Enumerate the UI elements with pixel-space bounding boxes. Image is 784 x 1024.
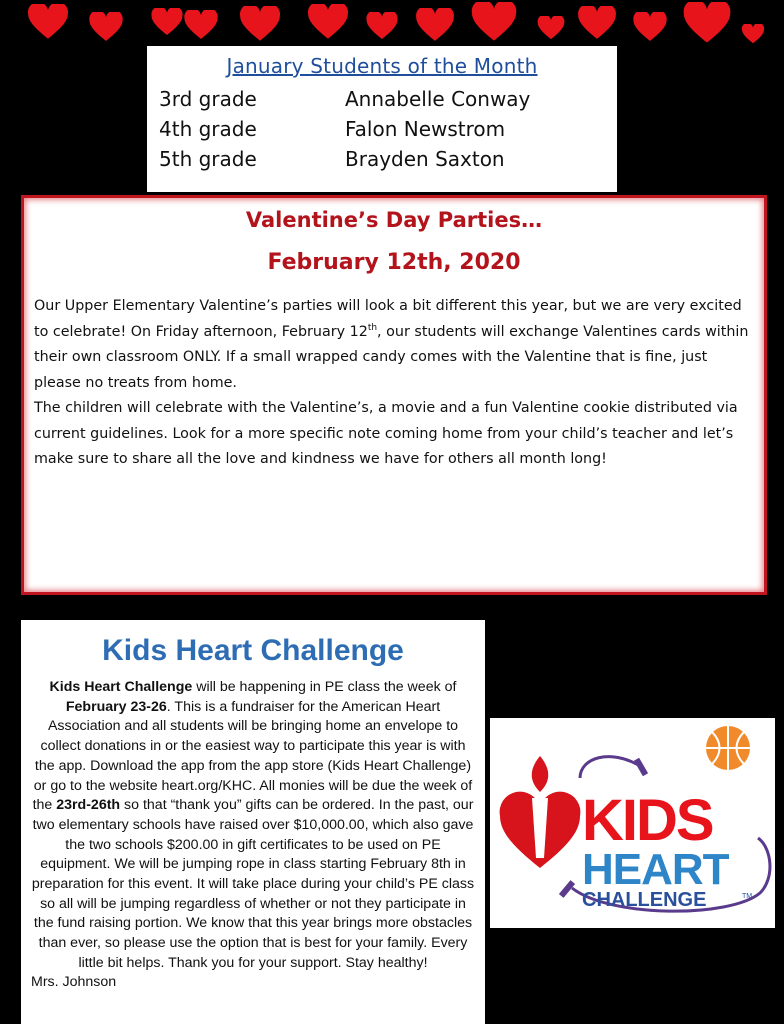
heart-icon [576,6,618,40]
body-text: . This is a fundraiser for the American Heart Association and all students will be bringing home an envelope to collect donations in or the easiest way to participate this year is with the app. Download the app from the app store (Kids Heart Challenge) or go to the website heart.org/KHC. All monies will be due the week of the [32,698,473,814]
heart-icon [362,12,402,40]
student-grade: 4th grade [159,117,257,141]
valentine-title: Valentine’s Day Parties… [245,208,543,232]
student-row [147,114,617,144]
heart-icon [740,24,766,44]
bold-text: Kids Heart Challenge [49,679,193,695]
heart-icon [22,4,74,40]
heart-icon [88,12,124,42]
kids-heart-body [21,674,485,974]
heart-icon [536,16,566,40]
logo-graphic [490,718,775,928]
valentine-paragraph-2: The children will celebrate with the Valentine’s, a movie and a fun Valentine cookie distributed via current guidelines. Look for a more specific note coming home from your child’s teacher and let’s make sure to share all the love and kindness we have for others all month long! [34,400,738,467]
body-text: so that “thank you” gifts can be ordered. In the past, our two elementary schools have raised over $10,000.00, which also gave the two schools $200.00 in gift certificates to be used on PE equipment. We will be jumping rope in class starting February 8th in preparation for this event. It will take place during your child’s PE class so all will be jumping regardless of whether or not they participate in the fund raising portion. We know that this year brings more obstacles than ever, so please use the option that is best for your family. Every little bit helps. Thank you for your support. Stay healthy! [31,797,475,971]
heart-icon [414,8,456,42]
student-name: Annabelle Conway [345,87,531,111]
kids-heart-title: Kids Heart Challenge [102,634,404,667]
students-of-month-title: January Students of the Month [226,54,538,78]
valentine-body [24,282,764,473]
heart-icon [182,10,220,40]
signature: Mrs. Johnson [31,973,117,990]
student-grade: 3rd grade [159,87,257,111]
student-row [147,84,617,114]
heart-icon [630,12,670,42]
logo-heart: HEART [582,845,729,894]
heart-icon [150,8,184,36]
heart-icon [238,6,282,42]
kids-heart-challenge-logo [490,718,775,928]
body-text: will be happening in PE class the week of [192,679,457,695]
hearts-banner [0,0,784,48]
logo-trademark: TM [742,893,753,900]
valentine-paragraph-1 [34,294,754,396]
valentine-party-box [21,195,767,595]
student-row [147,144,617,174]
valentine-date: February 12th, 2020 [267,250,521,275]
logo-challenge: CHALLENGE [582,889,707,911]
bold-text: 23rd-26th [56,797,121,814]
students-of-month-box [147,46,617,192]
ordinal-suffix: th [367,322,378,333]
heart-icon [464,2,524,42]
heart-icon [676,2,738,44]
valentine-text: , our students will exchange Valentines cards within their own classroom ONLY. If a small wrapped candy comes with the Valentine that is fine, just please no treats from home. [34,323,749,391]
bold-text: February 23-26 [65,698,167,715]
student-grade: 5th grade [159,147,257,171]
student-name: Brayden Saxton [345,147,505,171]
valentine-text: Our Upper Elementary Valentine’s parties will look a bit different this year, but we are very excited to celebrate! On Friday afternoon, February 12 [34,298,742,340]
heart-icon [302,4,354,40]
logo-kids: KIDS [582,788,713,853]
student-name: Falon Newstrom [345,117,506,141]
kids-heart-challenge-box [21,620,485,1024]
